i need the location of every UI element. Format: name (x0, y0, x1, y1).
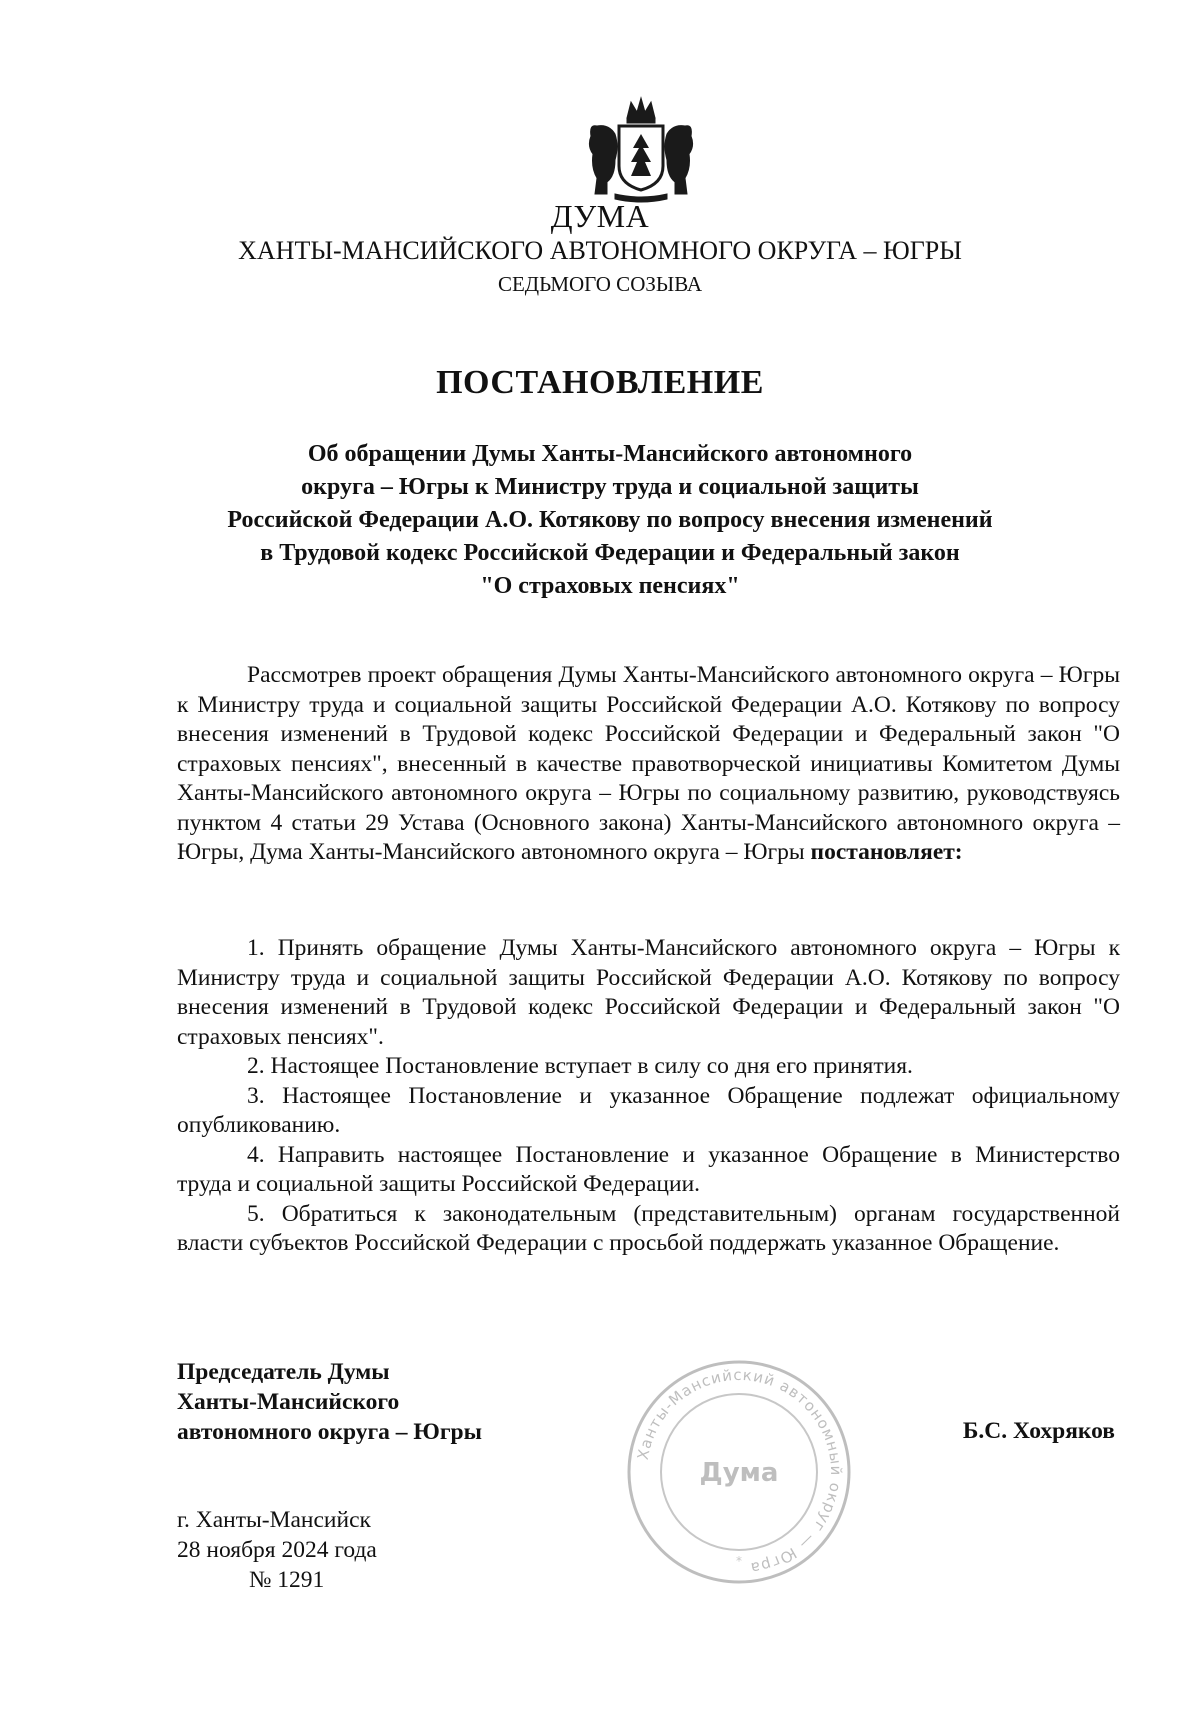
resolves-keyword: постановляет: (810, 839, 963, 865)
stamp-center-text: Дума (699, 1458, 779, 1488)
preamble-text: Рассмотрев проект обращения Думы Ханты-Мансийского автономного округа – Югры к Министру труда и социальной защиты Российской Федерации А.О. Котякову по вопросу внесения изменений в Трудовой кодекс Российской Федерации и Федеральный закон "О страховых пенсиях", внесенный в качестве правотворческой инициативы Комитетом Думы Ханты-Мансийского автономного округа – Югры по социальному развитию, руководствуясь пунктом 4 статьи 29 Устава (Основного закона) Ханты-Мансийского автономного округа – Югры, Дума Ханты-Мансийского автономного округа – Югры (177, 662, 1120, 865)
signatory-title-line: Ханты-Мансийского (177, 1389, 400, 1415)
subject-line: "О страховых пенсиях" (480, 573, 740, 599)
signatory-title-line: Председатель Думы (177, 1359, 390, 1385)
resolution-item: 5. Обратиться к законодательным (представительным) органам государственной власти субъектов Российской Федерации с просьбой поддержать указанное Обращение. (177, 1200, 1120, 1256)
resolution-item: 1. Принять обращение Думы Ханты-Мансийского автономного округа – Югры к Министру труда и социальной защиты Российской Федерации А.О. Котякову по вопросу внесения изменений в Трудовой кодекс Российской Федерации и Федеральный закон "О страховых пенсиях". (177, 935, 1120, 1050)
date: 28 ноября 2024 года (177, 1537, 377, 1563)
org-name: ДУМА (550, 198, 650, 234)
place-date-block (177, 1505, 377, 1595)
signatory-name: Б.С. Хохряков (962, 1418, 1115, 1444)
city: г. Ханты-Мансийск (177, 1507, 371, 1533)
resolution-item: 2. Настоящее Постановление вступает в силу со дня его принятия. (247, 1053, 913, 1079)
org-region: ХАНТЫ-МАНСИЙСКОГО АВТОНОМНОГО ОКРУГА – ЮГРЫ (238, 236, 962, 265)
document-type-title: ПОСТАНОВЛЕНИЕ (436, 364, 764, 401)
document-number: № 1291 (249, 1567, 325, 1593)
subject-line: Об обращении Думы Ханты-Мансийского автономного (307, 441, 913, 467)
resolution-item: 3. Настоящее Постановление и указанное Обращение подлежат официальному опубликованию. (177, 1082, 1120, 1138)
coat-of-arms-icon (585, 96, 697, 204)
document-subject (160, 438, 1060, 603)
signatory-title-line: автономного округа – Югры (177, 1419, 482, 1445)
official-stamp (624, 1357, 854, 1587)
preamble-paragraph (177, 661, 1120, 868)
resolution-items (177, 934, 1120, 1259)
signatory-title (177, 1357, 482, 1447)
resolution-item: 4. Направить настоящее Постановление и указанное Обращение в Министерство труда и социальной защиты Российской Федерации. (177, 1141, 1120, 1197)
stamp-ring-text: Ханты-Мансийский автономный округ — Югра (633, 1365, 846, 1578)
subject-line: в Трудовой кодекс Российской Федерации и Федеральный закон (260, 540, 960, 566)
subject-line: Российской Федерации А.О. Котякову по вопросу внесения изменений (227, 507, 993, 533)
org-convocation: СЕДЬМОГО СОЗЫВА (497, 272, 703, 296)
subject-line: округа – Югры к Министру труда и социальной защиты (301, 474, 919, 500)
svg-text:*: * (736, 1554, 742, 1568)
